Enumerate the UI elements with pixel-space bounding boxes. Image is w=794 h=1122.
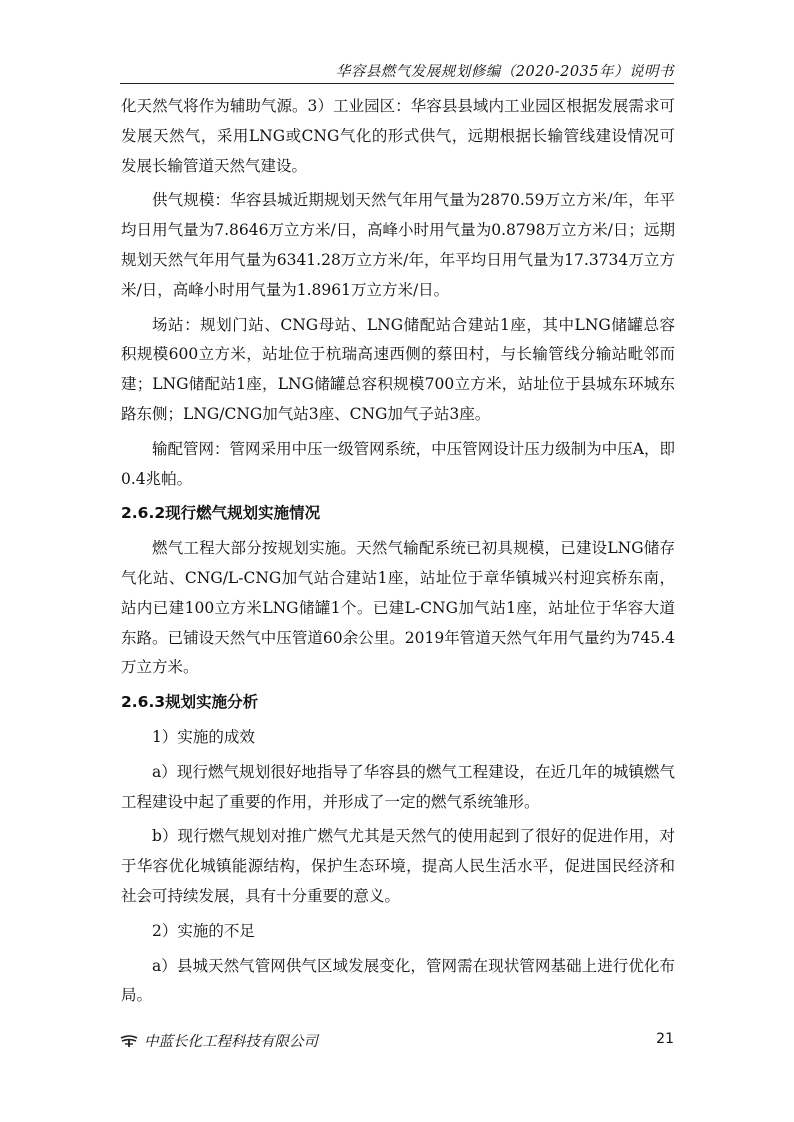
page-footer <box>120 1028 674 1052</box>
subheading-achievements: 1）实施的成效 <box>152 727 255 746</box>
paragraph-achievement-b: b）现行燃气规划对推广燃气尤其是天然气的使用起到了很好的促进作用，对于华容优化城镇能源结构，保护生态环境，提高人民生活水平，促进国民经济和社会可持续发展，具有十分重要的意义。 <box>121 827 675 905</box>
company-logo-icon <box>120 1034 138 1048</box>
paragraph-supply-scale: 供气规模：华容县城近期规划天然气年用气量为2870.59万立方米/年，年平均日用气量为7.8646万立方米/日，高峰小时用气量为0.8798万立方米/日；远期规划天然气年用气量为6341.28万立方米/年，年平均日用气量为17.3734万立方米/日，高峰小时用气量为1.8961万立方米/日。 <box>121 191 675 299</box>
paragraph-achievement-a: a）现行燃气规划很好地指导了华容县的燃气工程建设，在近几年的城镇燃气工程建设中起了重要的作用，并形成了一定的燃气系统雏形。 <box>121 762 675 811</box>
subheading-shortcomings: 2）实施的不足 <box>152 921 255 940</box>
page-header-title: 华容县燃气发展规划修编（2020-2035年）说明书 <box>335 64 674 80</box>
paragraph-implementation-status: 燃气工程大部分按规划实施。天然气输配系统已初具规模，已建设LNG储存气化站、CNG/L-CNG加气站合建站1座，站址位于章华镇城兴村迎宾桥东南，站内已建100立方米LNG储罐1个。已建L-CNG加气站1座，站址位于华容大道东路。已铺设天然气中压管道60余公里。2019年管道天然气年用气量约为745.4万立方米。 <box>121 539 675 677</box>
section-heading-2-6-2: 2.6.2现行燃气规划实施情况 <box>121 504 321 523</box>
footer-company <box>120 1030 318 1051</box>
paragraph-pipeline-network: 输配管网：管网采用中压一级管网系统，中压管网设计压力级制为中压A，即0.4兆帕。 <box>121 439 675 488</box>
paragraph-gas-source-continued: 化天然气将作为辅助气源。3）工业园区：华容县县域内工业园区根据发展需求可发展天然气，采用LNG或CNG气化的形式供气，远期根据长输管线建设情况可发展长输管道天然气建设。 <box>121 97 675 175</box>
company-name: 中蓝长化工程科技有限公司 <box>144 1034 318 1050</box>
page-number: 21 <box>656 1031 674 1047</box>
page-body <box>121 92 675 1016</box>
header-divider <box>120 83 674 84</box>
paragraph-stations: 场站：规划门站、CNG母站、LNG储配站合建站1座，其中LNG储罐总容积规模600立方米，站址位于杭瑞高速西侧的蔡田村，与长输管线分输站毗邻而建；LNG储配站1座，LNG储罐总容积规模700立方米，站址位于县城东环城东路东侧；LNG/CNG加气站3座、CNG加气子站3座。 <box>121 315 675 423</box>
paragraph-shortcoming-a: a）县城天然气管网供气区域发展变化，管网需在现状管网基础上进行优化布局。 <box>121 956 675 1005</box>
section-heading-2-6-3: 2.6.3规划实施分析 <box>121 693 259 712</box>
